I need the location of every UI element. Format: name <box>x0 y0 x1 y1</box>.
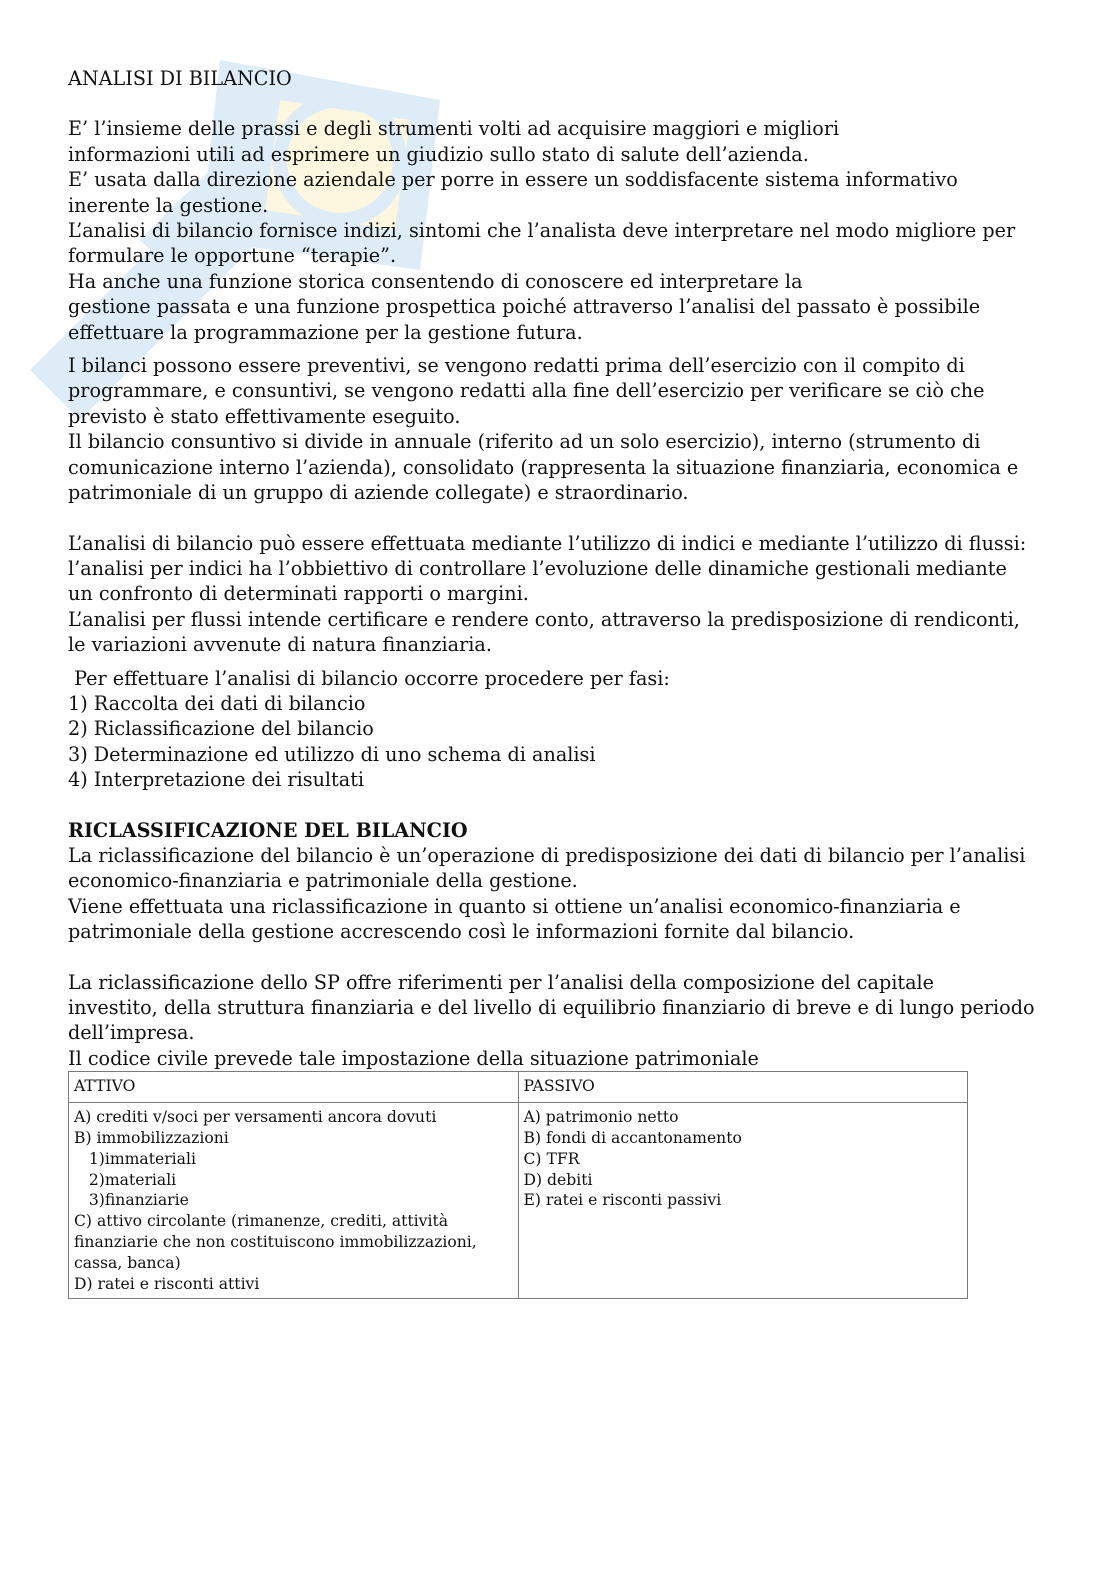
text-line: programmare, e consuntivi, se vengono redatti alla fine dell’esercizio per verificare se ciò che <box>68 379 985 403</box>
text-line: comunicazione interno l’azienda), consolidato (rappresenta la situazione finanziaria, economica e <box>68 455 1019 479</box>
paragraph-bilanci-types <box>68 353 1058 505</box>
text-line: l’analisi per indici ha l’obbiettivo di controllare l’evoluzione delle dinamiche gestionali mediante <box>68 556 1007 580</box>
attivo-item: A) crediti v/soci per versamenti ancora dovuti <box>74 1108 437 1127</box>
attivo-cell <box>69 1103 519 1299</box>
text-line: E’ usata dalla direzione aziendale per porre in essere un soddisfacente sistema informativo <box>68 168 958 192</box>
situazione-patrimoniale-table <box>68 1071 968 1299</box>
text-line: economico-finanziaria e patrimoniale della gestione. <box>68 869 578 893</box>
text-line: Il bilancio consuntivo si divide in annuale (riferito ad un solo esercizio), interno (strumento di <box>68 430 981 454</box>
paragraph-riclassificazione <box>68 843 1058 945</box>
passivo-item: E) ratei e risconti passivi <box>523 1191 722 1210</box>
list-item: 2) Riclassificazione del bilancio <box>68 717 374 741</box>
attivo-item: B) immobilizzazioni <box>74 1129 229 1148</box>
passivo-item: A) patrimonio netto <box>523 1108 679 1127</box>
text-line: previsto è stato effettivamente eseguito. <box>68 404 461 428</box>
text-line: informazioni utili ad esprimere un giudizio sullo stato di salute dell’azienda. <box>68 142 809 166</box>
list-item: 1) Raccolta dei dati di bilancio <box>68 691 366 715</box>
document-title: ANALISI DI BILANCIO <box>68 67 292 90</box>
text-line: effettuare la programmazione per la gestione futura. <box>68 320 583 344</box>
column-header-passivo: PASSIVO <box>518 1072 968 1103</box>
text-line: gestione passata e una funzione prospettica poiché attraverso l’analisi del passato è possibile <box>68 295 981 319</box>
paragraph-indici-flussi <box>68 531 1058 658</box>
text-line: L’analisi di bilancio fornisce indizi, sintomi che l’analista deve interpretare nel modo migliore per <box>68 219 1016 243</box>
text-line: patrimoniale della gestione accrescendo così le informazioni fornite dal bilancio. <box>68 920 855 944</box>
phases-list <box>68 666 1058 793</box>
passivo-cell <box>518 1103 968 1299</box>
column-header-attivo: ATTIVO <box>69 1072 519 1103</box>
paragraph-sp <box>68 970 1058 1072</box>
text-line: inerente la gestione. <box>68 193 269 217</box>
text-line: L’analisi per flussi intende certificare e rendere conto, attraverso la predisposizione di rendiconti, <box>68 607 1020 631</box>
document-page <box>68 66 1058 1299</box>
paragraph-intro <box>68 116 1058 345</box>
text-line: patrimoniale di un gruppo di aziende collegate) e straordinario. <box>68 481 689 505</box>
text-line: le variazioni avvenute di natura finanziaria. <box>68 633 492 657</box>
attivo-item: finanziarie che non costituiscono immobilizzazioni, <box>74 1233 477 1251</box>
list-item: 3) Determinazione ed utilizzo di uno schema di analisi <box>68 742 596 766</box>
attivo-item: 3)finanziarie <box>74 1191 189 1210</box>
text-line: La riclassificazione dello SP offre riferimenti per l’analisi della composizione del capitale <box>68 970 935 994</box>
list-item: 4) Interpretazione dei risultati <box>68 768 365 792</box>
text-line: Viene effettuata una riclassificazione in quanto si ottiene un’analisi economico-finanziaria e <box>68 894 961 918</box>
passivo-item: C) TFR <box>523 1149 580 1168</box>
text-line: formulare le opportune “terapie”. <box>68 244 397 268</box>
table-row <box>69 1103 968 1299</box>
passivo-item: D) debiti <box>523 1170 593 1189</box>
text-line: Ha anche una funzione storica consentendo di conoscere ed interpretare la <box>68 269 803 293</box>
text-line: dell’impresa. <box>68 1021 195 1045</box>
attivo-item: 2)materiali <box>74 1170 177 1189</box>
text-line: La riclassificazione del bilancio è un’operazione di predisposizione dei dati di bilancio per l’analisi <box>68 843 1026 867</box>
text-line: un confronto di determinati rapporti o margini. <box>68 582 529 606</box>
phases-intro: Per effettuare l’analisi di bilancio occorre procedere per fasi: <box>68 666 670 690</box>
attivo-item: D) ratei e risconti attivi <box>74 1274 260 1293</box>
attivo-item: 1)immateriali <box>74 1149 196 1168</box>
text-line: E’ l’insieme delle prassi e degli strumenti volti ad acquisire maggiori e migliori <box>68 117 840 141</box>
text-line: Il codice civile prevede tale impostazione della situazione patrimoniale <box>68 1046 759 1070</box>
text-line: L’analisi di bilancio può essere effettuata mediante l’utilizzo di indici e mediante l’utilizzo di flussi: <box>68 531 1027 555</box>
text-line: investito, della struttura finanziaria e del livello di equilibrio finanziario di breve e di lungo periodo <box>68 996 1035 1019</box>
attivo-item: C) attivo circolante (rimanenze, crediti, attività <box>74 1212 449 1231</box>
attivo-item: cassa, banca) <box>74 1253 181 1272</box>
table-header-row <box>69 1072 968 1103</box>
section-heading: RICLASSIFICAZIONE DEL BILANCIO <box>68 818 468 842</box>
text-line: I bilanci possono essere preventivi, se vengono redatti prima dell’esercizio con il compito di <box>68 354 965 378</box>
passivo-item: B) fondi di accantonamento <box>523 1129 742 1148</box>
